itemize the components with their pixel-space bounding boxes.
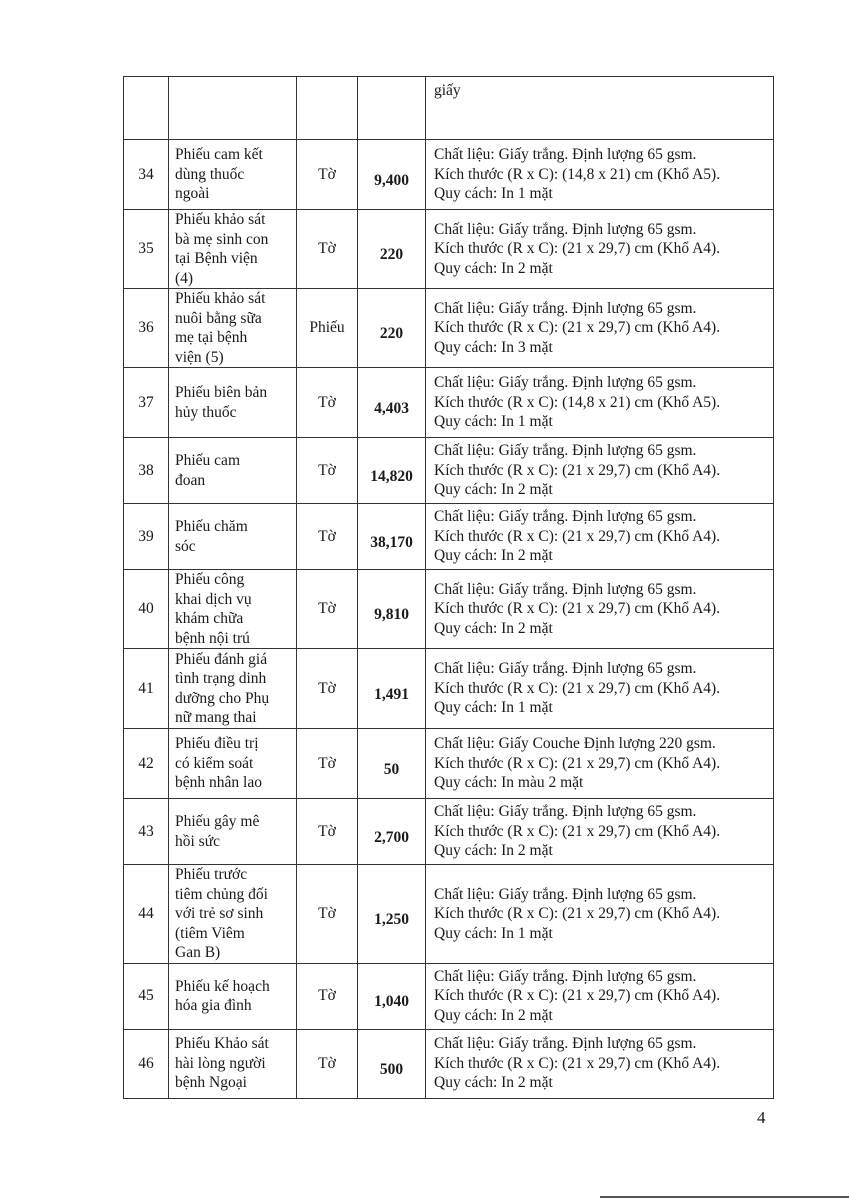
quantity-cell: 220 <box>358 210 426 289</box>
table-row <box>124 438 774 504</box>
spec-line: Quy cách: In 2 mặt <box>434 547 553 565</box>
table-row <box>124 649 774 729</box>
spec-line: Kích thước (R x C): (14,8 x 21) cm (Khổ A5). <box>434 393 721 411</box>
item-name-line: bà mẹ sinh con <box>175 230 269 248</box>
spec-cell <box>426 1029 774 1098</box>
table-row <box>124 210 774 289</box>
item-name-cell <box>169 963 297 1029</box>
spec-line: Kích thước (R x C): (14,8 x 21) cm (Khổ A5). <box>434 165 721 183</box>
item-name-line: mẹ tại bệnh <box>175 329 248 346</box>
item-name-cell <box>169 729 297 799</box>
item-name-line: hồi sức <box>175 832 220 850</box>
item-name-line: có kiểm soát <box>175 754 254 772</box>
spec-cell <box>426 77 774 140</box>
quantity-cell: 38,170 <box>358 504 426 570</box>
item-name-line: Phiếu điều trị <box>175 735 259 753</box>
footer-divider <box>600 1196 849 1198</box>
table-row <box>124 77 774 140</box>
item-name-line: sóc <box>175 537 196 555</box>
item-name-line: Phiếu trước <box>175 866 248 883</box>
spec-cell <box>426 799 774 865</box>
item-name-cell <box>169 140 297 210</box>
table-row <box>124 289 774 368</box>
item-name-line: hài lòng người <box>175 1054 266 1072</box>
spec-line: Kích thước (R x C): (21 x 29,7) cm (Khổ A4). <box>434 822 721 840</box>
unit-cell: Tờ <box>297 570 358 649</box>
item-name-line: khai dịch vụ <box>175 590 252 608</box>
spec-line: Kích thước (R x C): (21 x 29,7) cm (Khổ A4). <box>434 679 721 697</box>
spec-line: Quy cách: In 2 mặt <box>434 842 553 860</box>
item-name-line: bệnh nhân lao <box>175 774 262 792</box>
row-number-cell: 39 <box>124 504 169 570</box>
spec-line: Kích thước (R x C): (21 x 29,7) cm (Khổ A4). <box>434 905 721 922</box>
item-name-cell <box>169 865 297 964</box>
item-name-cell <box>169 799 297 865</box>
row-number-cell: 46 <box>124 1029 169 1098</box>
spec-line: Quy cách: In màu 2 mặt <box>434 774 584 792</box>
unit-cell: Tờ <box>297 504 358 570</box>
item-name-line: Phiếu gây mê <box>175 813 260 830</box>
spec-cell <box>426 570 774 649</box>
spec-line: Quy cách: In 2 mặt <box>434 1074 553 1092</box>
item-name-line: Phiếu cam <box>175 452 240 469</box>
item-name-line: dùng thuốc <box>175 165 245 183</box>
item-name-line: Phiếu kế hoạch <box>175 977 270 995</box>
row-number-cell: 43 <box>124 799 169 865</box>
quantity-cell: 1,040 <box>358 963 426 1029</box>
unit-cell <box>297 77 358 140</box>
spec-line: Kích thước (R x C): (21 x 29,7) cm (Khổ A4). <box>434 461 721 479</box>
spec-line: Quy cách: In 2 mặt <box>434 259 553 277</box>
unit-cell: Tờ <box>297 963 358 1029</box>
spec-line: Chất liệu: Giấy trắng. Định lượng 65 gsm. <box>434 580 697 598</box>
spec-line: Chất liệu: Giấy Couche Định lượng 220 gsm. <box>434 735 716 753</box>
item-name-line: nuôi bằng sữa <box>175 309 262 327</box>
row-number-cell: 40 <box>124 570 169 649</box>
spec-line: Chất liệu: Giấy trắng. Định lượng 65 gsm. <box>434 374 697 392</box>
item-name-line: Phiếu cam kết <box>175 146 263 164</box>
spec-line: Chất liệu: Giấy trắng. Định lượng 65 gsm. <box>434 220 697 238</box>
quantity-cell: 2,700 <box>358 799 426 865</box>
item-name-line: tình trạng dinh <box>175 670 267 687</box>
quantity-cell: 9,400 <box>358 140 426 210</box>
item-name-cell <box>169 504 297 570</box>
unit-cell: Tờ <box>297 140 358 210</box>
spec-line: Chất liệu: Giấy trắng. Định lượng 65 gsm. <box>434 967 697 985</box>
spec-line: Chất liệu: Giấy trắng. Định lượng 65 gsm. <box>434 299 697 317</box>
spec-line: Quy cách: In 2 mặt <box>434 1006 553 1024</box>
item-name-line: với trẻ sơ sinh <box>175 905 264 922</box>
table-row <box>124 368 774 438</box>
unit-cell: Phiếu <box>297 289 358 368</box>
item-name-cell <box>169 570 297 649</box>
item-name-line: tại Bệnh viện <box>175 250 258 267</box>
row-number-cell <box>124 77 169 140</box>
item-name-cell <box>169 438 297 504</box>
table-row <box>124 799 774 865</box>
table-row <box>124 504 774 570</box>
item-name-line: hủy thuốc <box>175 403 237 421</box>
quantity-cell: 500 <box>358 1029 426 1098</box>
unit-cell: Tờ <box>297 210 358 289</box>
spec-line: Kích thước (R x C): (21 x 29,7) cm (Khổ A4). <box>434 987 721 1005</box>
item-name-line: (4) <box>175 269 194 287</box>
item-name-cell <box>169 77 297 140</box>
quantity-cell: 14,820 <box>358 438 426 504</box>
unit-cell: Tờ <box>297 799 358 865</box>
item-name-line: viện (5) <box>175 348 224 366</box>
table-row <box>124 865 774 964</box>
item-name-line: khám chữa <box>175 610 244 627</box>
unit-cell: Tờ <box>297 1029 358 1098</box>
row-number-cell: 42 <box>124 729 169 799</box>
item-name-line: hóa gia đình <box>175 997 252 1014</box>
row-number-cell: 36 <box>124 289 169 368</box>
table-row <box>124 729 774 799</box>
spec-line: Kích thước (R x C): (21 x 29,7) cm (Khổ A4). <box>434 319 721 337</box>
item-name-line: dưỡng cho Phụ <box>175 689 270 707</box>
item-name-line: nữ mang thai <box>175 709 257 726</box>
item-name-cell <box>169 210 297 289</box>
row-number-cell: 37 <box>124 368 169 438</box>
item-name-line: tiêm chủng đối <box>175 885 268 903</box>
table-row <box>124 963 774 1029</box>
spec-line: Kích thước (R x C): (21 x 29,7) cm (Khổ A4). <box>434 240 721 258</box>
specification-table <box>123 76 774 1099</box>
spec-line: Chất liệu: Giấy trắng. Định lượng 65 gsm. <box>434 508 697 526</box>
spec-cell <box>426 140 774 210</box>
table-row <box>124 140 774 210</box>
spec-cell <box>426 504 774 570</box>
spec-line: Quy cách: In 3 mặt <box>434 338 553 356</box>
spec-cell <box>426 289 774 368</box>
spec-line: Kích thước (R x C): (21 x 29,7) cm (Khổ A4). <box>434 600 721 618</box>
unit-cell: Tờ <box>297 438 358 504</box>
unit-cell: Tờ <box>297 649 358 729</box>
item-name-cell <box>169 1029 297 1098</box>
quantity-cell: 1,250 <box>358 865 426 964</box>
spec-line: Chất liệu: Giấy trắng. Định lượng 65 gsm. <box>434 803 697 821</box>
spec-line: Chất liệu: Giấy trắng. Định lượng 65 gsm. <box>434 660 697 678</box>
row-number-cell: 34 <box>124 140 169 210</box>
spec-line: Quy cách: In 2 mặt <box>434 481 553 499</box>
spec-line: Quy cách: In 2 mặt <box>434 619 553 637</box>
spec-line: Quy cách: In 1 mặt <box>434 699 553 717</box>
item-name-line: đoan <box>175 471 206 489</box>
page-number: 4 <box>757 1108 766 1127</box>
unit-cell: Tờ <box>297 729 358 799</box>
spec-line: Chất liệu: Giấy trắng. Định lượng 65 gsm. <box>434 146 697 164</box>
item-name-line: Phiếu công <box>175 571 245 588</box>
unit-cell: Tờ <box>297 368 358 438</box>
item-name-line: Phiếu khảo sát <box>175 290 266 307</box>
table-row <box>124 570 774 649</box>
row-number-cell: 41 <box>124 649 169 729</box>
spec-line: Kích thước (R x C): (21 x 29,7) cm (Khổ A4). <box>434 1054 721 1072</box>
item-name-cell <box>169 289 297 368</box>
spec-line: Chất liệu: Giấy trắng. Định lượng 65 gsm. <box>434 442 697 460</box>
spec-line: Quy cách: In 1 mặt <box>434 413 553 431</box>
row-number-cell: 38 <box>124 438 169 504</box>
item-name-line: Phiếu biên bản <box>175 384 268 401</box>
spec-line: Kích thước (R x C): (21 x 29,7) cm (Khổ A4). <box>434 754 721 772</box>
spec-line: giấy <box>434 82 461 99</box>
item-name-line: Phiếu chăm <box>175 518 248 535</box>
quantity-cell <box>358 77 426 140</box>
spec-line: Quy cách: In 1 mặt <box>434 924 553 942</box>
spec-cell <box>426 438 774 504</box>
spec-cell <box>426 963 774 1029</box>
spec-line: Quy cách: In 1 mặt <box>434 185 553 203</box>
item-name-line: (tiêm Viêm <box>175 924 245 942</box>
spec-cell <box>426 210 774 289</box>
table-row <box>124 1029 774 1098</box>
quantity-cell: 1,491 <box>358 649 426 729</box>
item-name-line: ngoài <box>175 185 210 203</box>
quantity-cell: 220 <box>358 289 426 368</box>
item-name-cell <box>169 368 297 438</box>
spec-cell <box>426 368 774 438</box>
spec-line: Chất liệu: Giấy trắng. Định lượng 65 gsm. <box>434 885 697 903</box>
spec-line: Kích thước (R x C): (21 x 29,7) cm (Khổ A4). <box>434 527 721 545</box>
item-name-line: Phiếu Khảo sát <box>175 1035 269 1053</box>
unit-cell: Tờ <box>297 865 358 964</box>
item-name-line: bệnh Ngoại <box>175 1074 247 1092</box>
item-name-line: bệnh nội trú <box>175 629 250 647</box>
row-number-cell: 35 <box>124 210 169 289</box>
row-number-cell: 44 <box>124 865 169 964</box>
item-name-line: Phiếu đánh giá <box>175 650 268 668</box>
item-name-line: Phiếu khảo sát <box>175 211 266 228</box>
spec-cell <box>426 649 774 729</box>
spec-cell <box>426 729 774 799</box>
item-name-line: Gan B) <box>175 944 221 961</box>
row-number-cell: 45 <box>124 963 169 1029</box>
quantity-cell: 50 <box>358 729 426 799</box>
spec-cell <box>426 865 774 964</box>
spec-line: Chất liệu: Giấy trắng. Định lượng 65 gsm. <box>434 1035 697 1053</box>
quantity-cell: 9,810 <box>358 570 426 649</box>
item-name-cell <box>169 649 297 729</box>
quantity-cell: 4,403 <box>358 368 426 438</box>
